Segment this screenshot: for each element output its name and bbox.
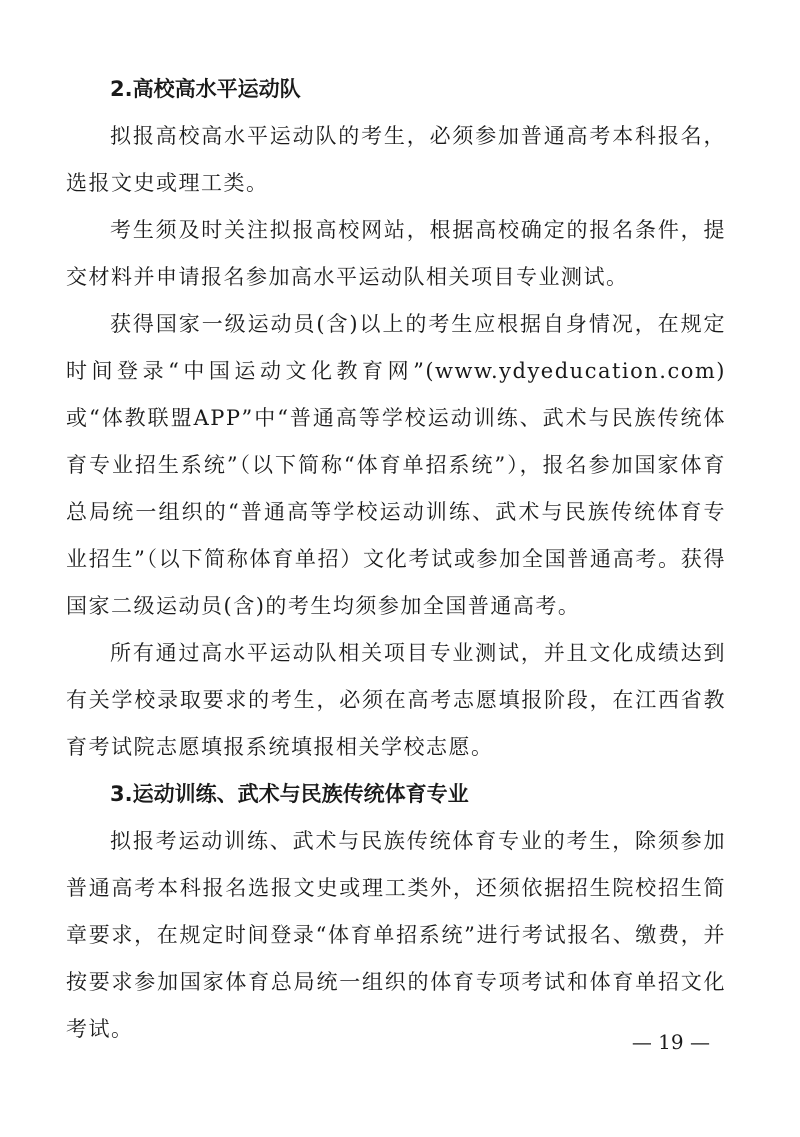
paragraph-sports-training-registration: 拟报考运动训练、武术与民族传统体育专业的考生，除须参加普通高考本科报名选报文史或理工类外，还须依据招生院校招生简章要求，在规定时间登录“体育单招系统”进行考试报名、缴费，并按要求参加国家体育总局统一组织的体育专项考试和体育单招文化考试。 [66, 829, 726, 1041]
paragraph-follow-university-website: 考生须及时关注拟报高校网站，根据高校确定的报名条件，提交材料并申请报名参加高水平运动队相关项目专业测试。 [66, 218, 726, 289]
paragraph-registration-requirement: 拟报高校高水平运动队的考生，必须参加普通高考本科报名，选报文史或理工类。 [66, 124, 726, 195]
paragraph-first-level-athletes: 获得国家一级运动员(含)以上的考生应根据自身情况，在规定时间登录“中国运动文化教育网”(www.ydyeducation.com)或“体教联盟APP”中“普通高等学校运动训练、武术与民族传统体育专业招生系统”（以下简称“体育单招系统”），报名参加国家体育总局统一组织的“普通高等学校运动训练、武术与民族传统体育专业招生”（以下简称体育单招）文化考试或参加全国普通高考。获得国家二级运动员(含)的考生均须参加全国普通高考。 [66, 312, 726, 618]
section-heading-sports-training-majors: 3.运动训练、武术与民族传统体育专业 [110, 782, 469, 806]
page-number: — 19 — [631, 1030, 710, 1054]
paragraph-volunteer-filling: 所有通过高水平运动队相关项目专业测试，并且文化成绩达到有关学校录取要求的考生，必须在高考志愿填报阶段，在江西省教育考试院志愿填报系统填报相关学校志愿。 [66, 641, 726, 759]
document-page [66, 66, 726, 1053]
section-heading-high-level-sports-team: 2.高校高水平运动队 [110, 77, 301, 101]
